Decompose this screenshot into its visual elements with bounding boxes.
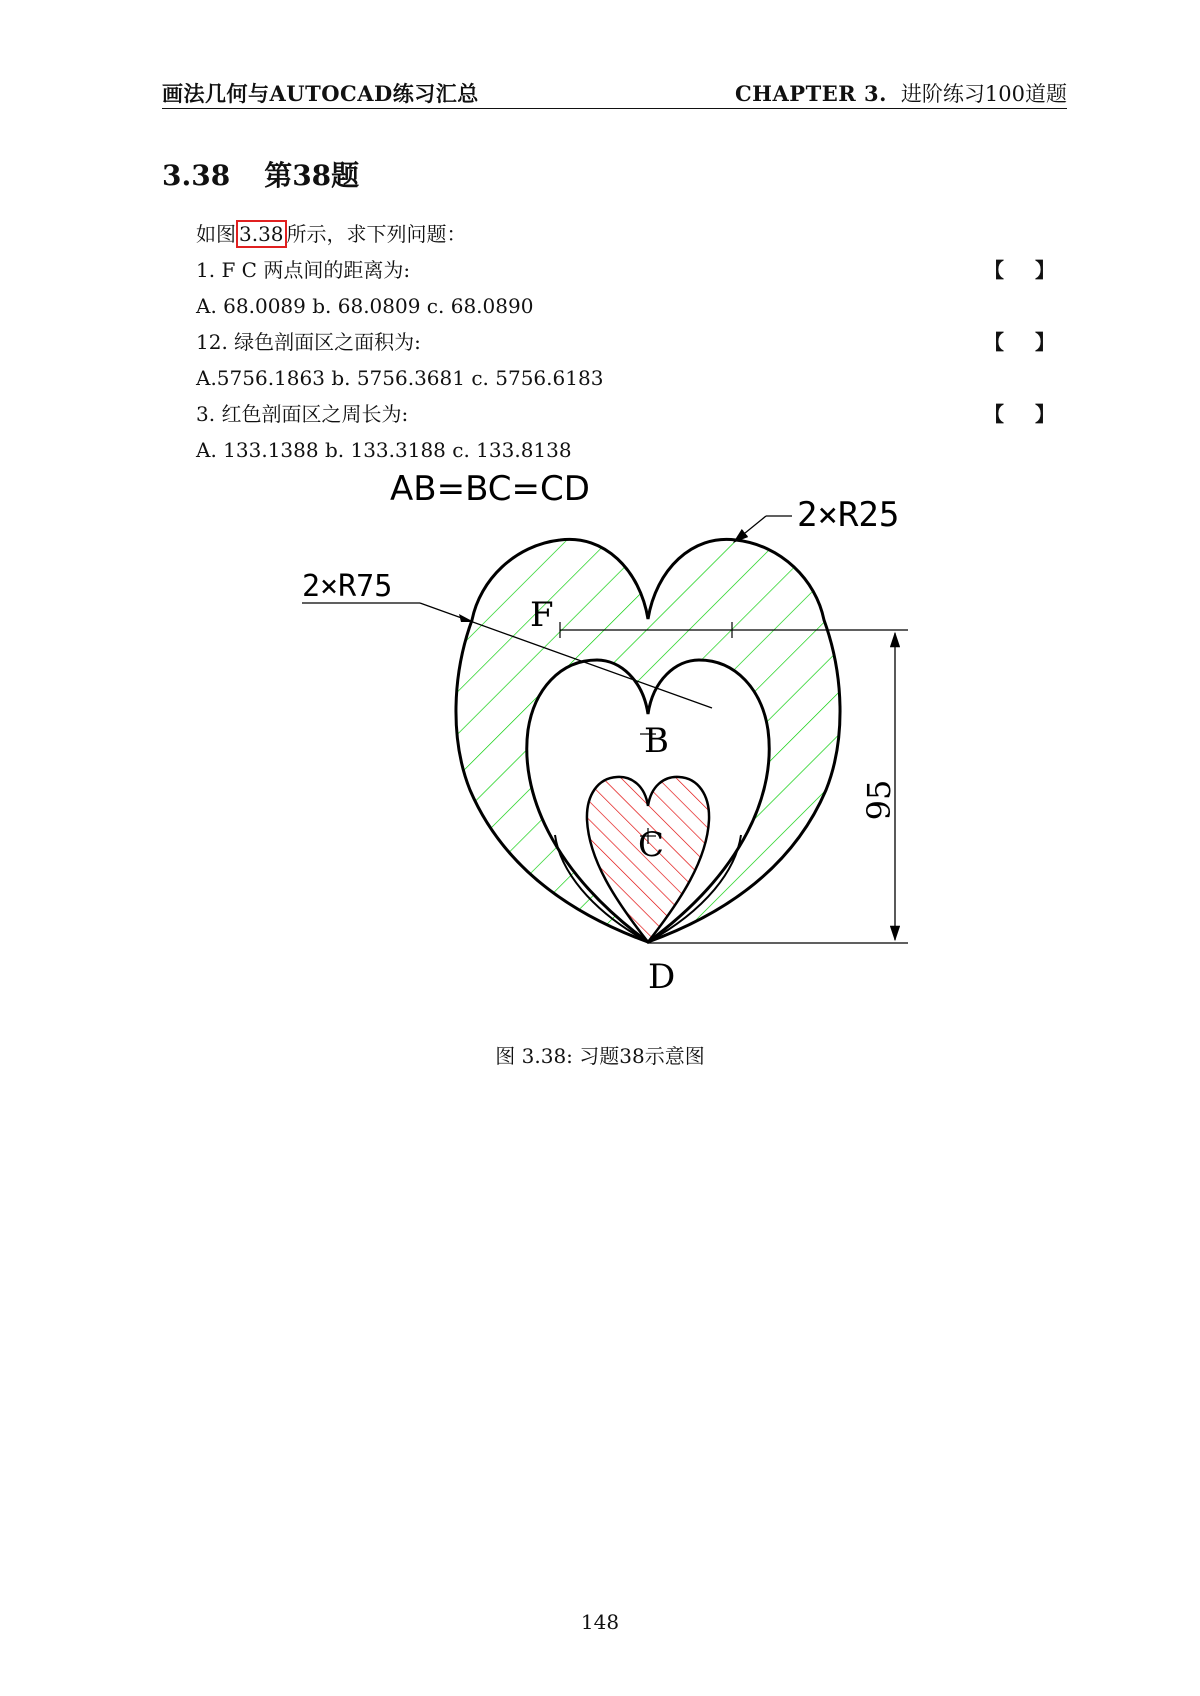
question-1 xyxy=(196,252,1067,288)
question-1-answer-bracket: 【 】 xyxy=(984,258,1067,282)
r75-label: 2×R75 xyxy=(302,569,393,604)
question-3-prompt: 3. 红色剖面区之周长为: xyxy=(196,402,409,426)
page-number: 148 xyxy=(580,1610,620,1634)
dimension-95-label: 95 xyxy=(860,779,898,821)
question-3-answer-bracket: 【 】 xyxy=(984,402,1067,426)
point-d-label: D xyxy=(648,957,676,997)
point-c-label: C xyxy=(638,825,665,865)
question-1-options: A. 68.0089 b. 68.0809 c. 68.0890 xyxy=(196,294,534,318)
heart-diagram xyxy=(0,470,1200,1030)
chapter-label: CHAPTER 3. xyxy=(734,81,887,106)
question-3 xyxy=(196,396,1067,432)
intro-line xyxy=(196,216,1067,252)
equation-label: AB=BC=CD xyxy=(390,470,590,509)
figure-3-38 xyxy=(0,470,1200,1030)
question-3-options: A. 133.1388 b. 133.3188 c. 133.8138 xyxy=(196,438,572,462)
book-title: 画法几何与AUTOCAD练习汇总 xyxy=(162,81,479,106)
question-2-options: A.5756.1863 b. 5756.3681 c. 5756.6183 xyxy=(196,366,604,390)
question-2-answer-bracket: 【 】 xyxy=(984,330,1067,354)
figure-caption: 图 3.38: 习题38示意图 xyxy=(495,1044,705,1068)
intro-prefix: 如图 xyxy=(196,222,236,246)
section-number: 3.38 xyxy=(162,159,231,192)
r25-leader xyxy=(734,516,766,542)
point-b-label: B xyxy=(644,721,669,761)
page-header xyxy=(162,76,1067,109)
figure-ref-link[interactable]: 3.38 xyxy=(236,220,287,248)
section-title xyxy=(162,154,359,194)
question-2 xyxy=(196,324,1067,360)
point-f-label: F xyxy=(530,595,554,635)
section-name: 第38题 xyxy=(264,159,360,192)
chapter-title: 进阶练习100道题 xyxy=(900,82,1067,106)
question-block xyxy=(196,216,1067,468)
r25-label: 2×R25 xyxy=(797,495,900,535)
chapter-heading xyxy=(735,78,1067,108)
question-1-prompt: 1. F C 两点间的距离为: xyxy=(196,258,411,282)
intro-suffix: 所示，求下列问题： xyxy=(286,222,467,246)
question-2-prompt: 12. 绿色剖面区之面积为: xyxy=(196,330,421,354)
